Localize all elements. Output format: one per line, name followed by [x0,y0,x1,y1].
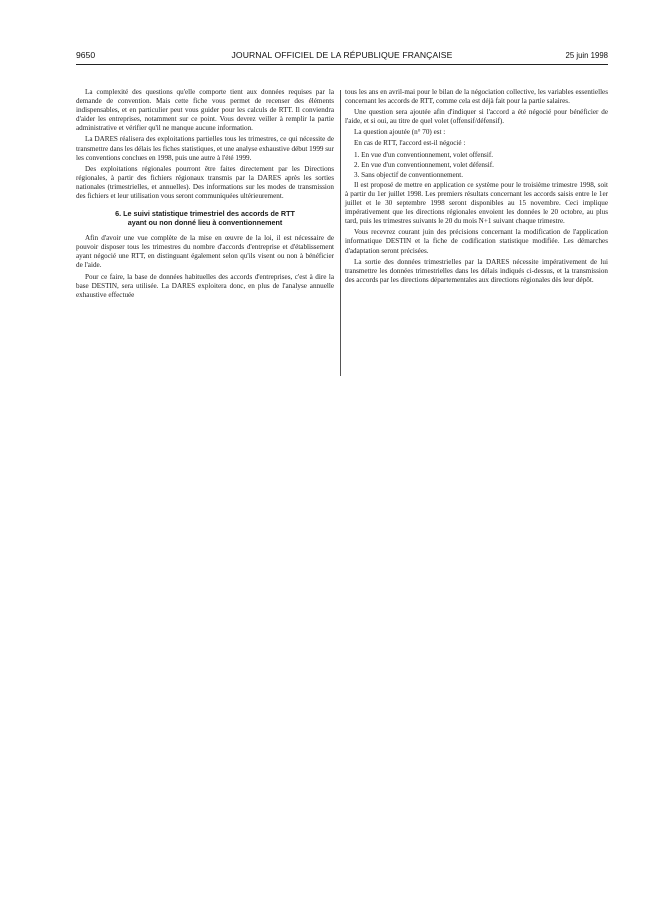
paragraph: Afin d'avoir une vue complète de la mise en œuvre de la loi, il est nécessaire de pouvoir disposer tous les trimestres du nombre d'accords d'entreprise et d'établissement ayant négocié une RTT, en distinguant également selon qu'ils visent ou non à bénéficier de l'aide. [76,234,334,270]
column-divider [340,90,341,376]
section-heading-line: 6. Le suivi statistique trimestriel des accords de RTT [115,209,295,219]
list-item: 2. En vue d'un conventionnement, volet défensif. [354,160,494,169]
page-number: 9650 [76,50,96,60]
paragraph: La complexité des questions qu'elle comporte tient aux données requises par la demande de convention. Mais cette fiche vous permet de recenser des éléments indispensables, et en particulier peut vous guider pour les calculs de RTT. Il conviendra d'aider les entreprises, notamment sur ce point. Vous devrez veiller à remplir la partie administrative et vérifier qu'il ne manque aucune information. [76,88,334,133]
paragraph: Il est proposé de mettre en application ce système pour le troisième trimestre 1998, soit à partir du 1er juillet 1998. Les premiers résultats concernant les accords saisis entre le 1er juillet et le 30 septembre 1998 seront disponibles au 15 novembre. Ceci implique impérativement que les directions régionales envoient les données le 20 octobre, au plus tard, puis les trimestres suivants le 20 du mois N+1 suivant chaque trimestre. [345,180,608,226]
issue-date: 25 juin 1998 [565,51,608,60]
paragraph: Vous recevrez courant juin des précisions concernant la modification de l'application informatique DESTIN et la fiche de codification statistique modifiée. Les démarches d'adaptation seront précisées. [345,228,608,255]
question-text: En cas de RTT, l'accord est-il négocié : [354,139,466,148]
paragraph: Une question sera ajoutée afin d'indiquer si l'accord a été négocié pour bénéficier de l'aide, et si oui, au titre de quel volet (offensif/défensif). [345,108,608,126]
journal-title: JOURNAL OFFICIEL DE LA RÉPUBLIQUE FRANÇAISE [231,50,453,60]
paragraph: Des exploitations régionales pourront être faites directement par les Directions régionales, à partir des fichiers régionaux transmis par la DARES après les sorties nationales (trimestrielles, et annuelles). Des informations sur les modes de transmission des fichiers et leur utilisation vous seront communiquées ultérieurement. [76,164,334,201]
section-heading-line: ayant ou non donné lieu à conventionnement [127,218,283,228]
paragraph: La DARES réalisera des exploitations partielles tous les trimestres, ce qui nécessite de transmettre dans les délais les fiches statistiques, et une analyse exhaustive début 1999 sur les conventions conclues en 1998, puis une autre à l'été 1999. [76,135,334,162]
right-column [345,88,608,287]
section-heading [76,209,334,227]
paragraph: tous les ans en avril-mai pour le bilan de la négociation collective, les variables essentielles concernant les accords de RTT, comme cela est déjà fait pour la partie salaires. [345,88,608,106]
page-header [76,48,608,62]
paragraph: La sortie des données trimestrielles par la DARES nécessite impérativement de lui transmettre les données trimestrielles dans les délais indiqués ci-dessus, et la transmission des accords par les directions départementales aux directions régionales dès leur dépôt. [345,257,608,284]
left-column [76,88,334,302]
list-item: 1. En vue d'un conventionnement, volet offensif. [354,150,493,159]
header-rule [76,64,608,65]
list-item: 3. Sans objectif de conventionnement. [354,170,464,179]
question-label: La question ajoutée (n° 70) est : [354,128,446,137]
paragraph: Pour ce faire, la base de données habituelles des accords d'entreprises, c'est à dire la base DESTIN, sera utilisée. La DARES exploitera donc, en plus de l'analyse annuelle exhaustive effectuée [76,272,334,299]
